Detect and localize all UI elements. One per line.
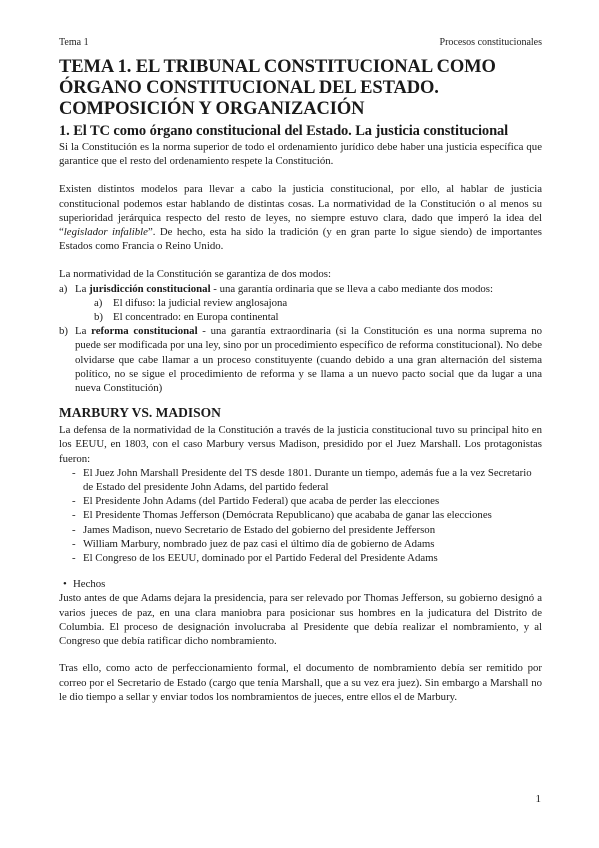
list-marker: b) — [59, 325, 68, 338]
list-text: El Presidente Thomas Jefferson (Demócrata Republicano) que acababa de ganar las elecciones — [83, 509, 492, 522]
list-marker: a) — [94, 296, 103, 309]
paragraph — [59, 182, 542, 253]
text-run: La — [75, 282, 90, 295]
list-text: El Presidente John Adams (del Partido Federal) que acaba de perder las elecciones — [83, 495, 440, 508]
subsection-heading: MARBURY VS. MADISON — [59, 405, 221, 421]
list-marker: b) — [94, 311, 103, 324]
dash-marker: - — [72, 523, 76, 536]
section-heading: 1. El TC como órgano constitucional del Estado. La justicia constitucional — [59, 123, 509, 139]
list-item — [59, 494, 542, 508]
list-text: El concentrado: en Europa continental — [113, 311, 279, 324]
paragraph: La normatividad de la Constitución se garantiza de dos modos: — [59, 268, 331, 281]
dash-marker: - — [72, 509, 76, 522]
bold-term: jurisdicción constitucional — [89, 282, 211, 295]
list-item — [59, 466, 542, 494]
bold-term: reforma constitucional — [91, 325, 198, 338]
list-text: El Juez John Marshall Presidente del TS desde 1801. Durante un tiempo, además fue a la vez Secretario de Estado del presidente John Adams, del partido federal — [83, 466, 532, 494]
text-run: La — [75, 325, 92, 338]
list-item — [59, 537, 542, 551]
dash-marker: - — [72, 537, 76, 550]
text-run: - una garantía ordinaria que se lleva a cabo mediante dos modos: — [210, 282, 493, 295]
page-body — [59, 57, 542, 704]
dash-marker: - — [72, 552, 76, 565]
header-right: Procesos constitucionales — [439, 37, 542, 48]
list-item — [59, 508, 542, 522]
list-item — [59, 551, 542, 565]
page-number: 1 — [535, 793, 541, 805]
paragraph: Justo antes de que Adams dejara la presidencia, para ser relevado por Thomas Jefferson, su gobierno designó a varios jueces de paz, en una clara maniobra para posicionar sus hombres en la judicatura del Distrito de Columbia. El proceso de designación involucraba al Presidente que debía realizar el nombramiento, y al Congreso que debía ratificar dicho nombramiento. — [59, 592, 542, 648]
list-text: James Madison, nuevo Secretario de Estado del gobierno del presidente Jefferson — [83, 523, 436, 536]
paragraph: Tras ello, como acto de perfeccionamiento formal, el documento de nombramiento debía ser remitido por correo por el Secretario de Estado (cargo que tenía Marshall, que a su vez era juez). Sin embargo a Marshall no le dio tiempo a sellar y enviar todos los nombramientos de jueces, entre ellos el de Marbury. — [59, 662, 542, 703]
bullet-item — [59, 577, 542, 591]
list-text: El Congreso de los EEUU, dominado por el Partido Federal del Presidente Adams — [83, 552, 438, 565]
document-title: TEMA 1. EL TRIBUNAL CONSTITUCIONAL COMO ÓRGANO CONSTITUCIONAL DEL ESTADO. COMPOSICIÓN Y ORGANIZACIÓN — [59, 57, 496, 119]
list-text: William Marbury, nombrado juez de paz casi el último día de gobierno de Adams — [83, 537, 435, 550]
italic-term: legislador infalible — [63, 226, 148, 239]
list-item — [59, 324, 542, 395]
list-text: El difuso: la judicial review anglosajona — [113, 296, 288, 309]
list-item — [59, 523, 542, 537]
dash-marker: - — [72, 466, 76, 479]
text-run: - una garantía extraordinaria (si la Constitución es una norma suprema no puede ser modificada por una ley, sino por un procedimiento específico de reforma constitucional). No debe olvidarse que cabe llamar a un proceso constituyente (cuando debido a una gran alternación del sistema político, no se sigue el procedimiento de reforma y se llama a un nuevo pacto social que da lugar a una nueva Constitución) — [75, 325, 543, 395]
sub-list-item — [59, 296, 542, 310]
bullet-label: Hechos — [73, 578, 106, 591]
sub-list-item — [59, 310, 542, 324]
paragraph: La defensa de la normatividad de la Constitución a través de la justicia constitucional tuvo su principal hito en los EEUU, en 1803, con el caso Marbury versus Madison, presidido por el Juez Marshall. Los protagonistas fueron: — [59, 424, 542, 465]
text-run: ”. De hecho, esta ha sido la tradición (y en gran parte lo sigue siendo) de importantes Estados como Francia o Reino Unido. — [59, 226, 542, 253]
text-run: Existen distintos modelos para llevar a cabo la justicia constitucional, por ello, al hablar de justicia constitucional podemos estar hablando de distintas cosas. La normatividad de la Constitución o al menos su superioridad jerárquica respecto del resto de leyes, no siempre estuvo clara, dado que imperó la idea del “ — [59, 183, 542, 239]
list-marker: a) — [59, 282, 68, 295]
header-left: Tema 1 — [59, 37, 89, 48]
dash-marker: - — [72, 495, 76, 508]
bullet-icon: • — [63, 578, 67, 591]
paragraph: Si la Constitución es la norma superior de todo el ordenamiento jurídico debe haber una justicia específica que garantice que el resto del ordenamiento respete la Constitución. — [59, 141, 542, 168]
list-item — [59, 282, 542, 296]
